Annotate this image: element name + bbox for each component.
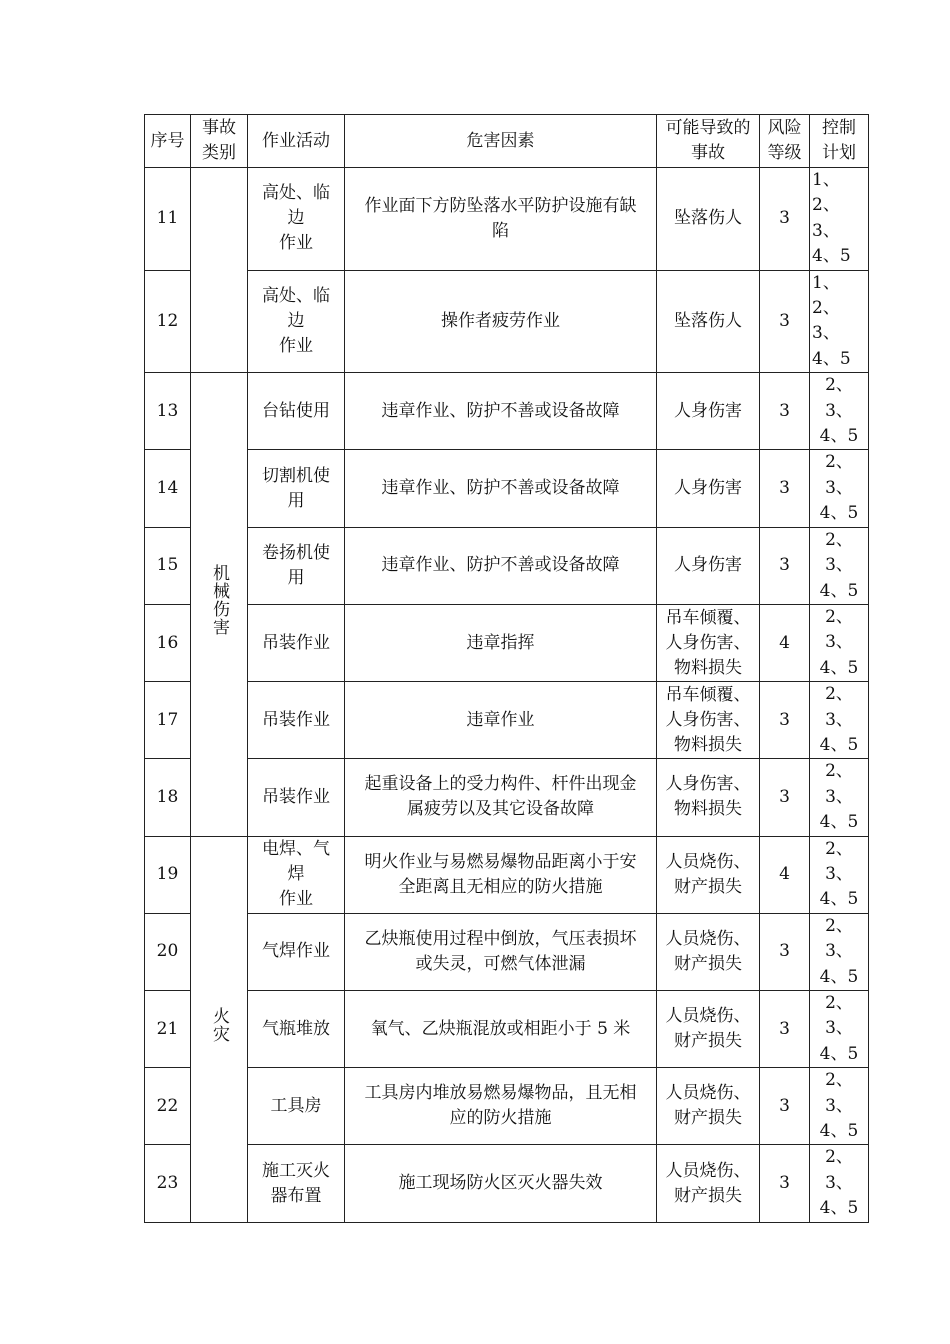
risk-cell: 3 <box>760 270 810 373</box>
accident-cell: 人员烧伤、 财产损失 <box>657 1145 760 1222</box>
risk-cell: 4 <box>760 604 810 681</box>
hazard-cell: 违章作业、防护不善或设备故障 <box>345 373 657 450</box>
table-row <box>145 527 869 604</box>
table-row <box>145 604 869 681</box>
seq-cell: 23 <box>145 1145 191 1222</box>
seq-cell: 18 <box>145 759 191 836</box>
header-category: 事故 类别 <box>191 115 248 168</box>
control-cell: 2、 3、 4、5 <box>810 1145 869 1222</box>
control-cell: 2、 3、 4、5 <box>810 836 869 913</box>
table-row <box>145 1068 869 1145</box>
hazard-cell: 作业面下方防坠落水平防护设施有缺 陷 <box>345 168 657 271</box>
accident-cell: 坠落伤人 <box>657 168 760 271</box>
header-hazard: 危害因素 <box>345 115 657 168</box>
control-cell: 2、 3、 4、5 <box>810 373 869 450</box>
accident-cell: 人员烧伤、 财产损失 <box>657 1068 760 1145</box>
control-cell: 2、 3、 4、5 <box>810 604 869 681</box>
header-row <box>145 115 869 168</box>
control-cell: 2、 3、 4、5 <box>810 913 869 990</box>
seq-cell: 12 <box>145 270 191 373</box>
table-row <box>145 682 869 759</box>
accident-cell: 人身伤害 <box>657 373 760 450</box>
risk-cell: 3 <box>760 991 810 1068</box>
risk-cell: 3 <box>760 373 810 450</box>
accident-cell: 吊车倾覆、 人身伤害、 物料损失 <box>657 604 760 681</box>
header-accident: 可能导致的 事故 <box>657 115 760 168</box>
table-row <box>145 836 869 913</box>
hazard-cell: 违章作业、防护不善或设备故障 <box>345 450 657 527</box>
risk-cell: 3 <box>760 168 810 271</box>
category-label-mechanical: 机械伤害 <box>209 564 229 637</box>
seq-cell: 13 <box>145 373 191 450</box>
header-seq: 序号 <box>145 115 191 168</box>
table-row <box>145 1145 869 1222</box>
risk-cell: 4 <box>760 836 810 913</box>
hazard-cell: 施工现场防火区灭火器失效 <box>345 1145 657 1222</box>
seq-cell: 17 <box>145 682 191 759</box>
accident-cell: 人身伤害 <box>657 527 760 604</box>
activity-cell: 气瓶堆放 <box>248 991 345 1068</box>
seq-cell: 21 <box>145 991 191 1068</box>
risk-cell: 3 <box>760 1068 810 1145</box>
accident-cell: 坠落伤人 <box>657 270 760 373</box>
activity-cell: 气焊作业 <box>248 913 345 990</box>
seq-cell: 20 <box>145 913 191 990</box>
table-row <box>145 168 869 271</box>
hazard-cell: 工具房内堆放易燃易爆物品，且无相 应的防火措施 <box>345 1068 657 1145</box>
accident-cell: 人身伤害 <box>657 450 760 527</box>
activity-cell: 工具房 <box>248 1068 345 1145</box>
header-activity: 作业活动 <box>248 115 345 168</box>
hazard-cell: 氧气、乙炔瓶混放或相距小于 5 米 <box>345 991 657 1068</box>
activity-cell: 切割机使 用 <box>248 450 345 527</box>
accident-cell: 吊车倾覆、 人身伤害、 物料损失 <box>657 682 760 759</box>
table-row <box>145 913 869 990</box>
seq-cell: 14 <box>145 450 191 527</box>
control-cell: 1、 2、 3、 4、5 <box>810 168 869 271</box>
hazard-cell: 乙炔瓶使用过程中倒放，气压表损坏 或失灵，可燃气体泄漏 <box>345 913 657 990</box>
activity-cell: 施工灭火 器布置 <box>248 1145 345 1222</box>
activity-cell: 卷扬机使 用 <box>248 527 345 604</box>
control-cell: 2、 3、 4、5 <box>810 1068 869 1145</box>
control-cell: 2、 3、 4、5 <box>810 682 869 759</box>
table-row <box>145 373 869 450</box>
accident-cell: 人员烧伤、 财产损失 <box>657 913 760 990</box>
activity-cell: 吊装作业 <box>248 682 345 759</box>
hazard-cell: 明火作业与易燃易爆物品距离小于安 全距离且无相应的防火措施 <box>345 836 657 913</box>
seq-cell: 15 <box>145 527 191 604</box>
header-risk: 风险 等级 <box>760 115 810 168</box>
seq-cell: 16 <box>145 604 191 681</box>
activity-cell: 高处、临 边 作业 <box>248 168 345 271</box>
control-cell: 2、 3、 4、5 <box>810 450 869 527</box>
risk-cell: 3 <box>760 1145 810 1222</box>
risk-cell: 3 <box>760 682 810 759</box>
category-cell-fire <box>191 836 248 1222</box>
activity-cell: 台钻使用 <box>248 373 345 450</box>
activity-cell: 吊装作业 <box>248 759 345 836</box>
hazard-cell: 违章作业、防护不善或设备故障 <box>345 527 657 604</box>
risk-cell: 3 <box>760 759 810 836</box>
table-row <box>145 270 869 373</box>
activity-cell: 吊装作业 <box>248 604 345 681</box>
category-cell-empty <box>191 168 248 373</box>
control-cell: 2、 3、 4、5 <box>810 759 869 836</box>
seq-cell: 22 <box>145 1068 191 1145</box>
hazard-cell: 起重设备上的受力构件、杆件出现金 属疲劳以及其它设备故障 <box>345 759 657 836</box>
activity-cell: 电焊、气 焊 作业 <box>248 836 345 913</box>
hazard-cell: 违章指挥 <box>345 604 657 681</box>
accident-cell: 人身伤害、 物料损失 <box>657 759 760 836</box>
risk-cell: 3 <box>760 527 810 604</box>
control-cell: 1、 2、 3、 4、5 <box>810 270 869 373</box>
risk-cell: 3 <box>760 913 810 990</box>
table-row <box>145 450 869 527</box>
risk-cell: 3 <box>760 450 810 527</box>
accident-cell: 人员烧伤、 财产损失 <box>657 991 760 1068</box>
table-row <box>145 991 869 1068</box>
category-label-fire: 火灾 <box>209 1007 229 1044</box>
activity-cell: 高处、临 边 作业 <box>248 270 345 373</box>
control-cell: 2、 3、 4、5 <box>810 527 869 604</box>
table-row <box>145 759 869 836</box>
header-control: 控制 计划 <box>810 115 869 168</box>
seq-cell: 19 <box>145 836 191 913</box>
control-cell: 2、 3、 4、5 <box>810 991 869 1068</box>
risk-assessment-table <box>144 114 869 1223</box>
accident-cell: 人员烧伤、 财产损失 <box>657 836 760 913</box>
seq-cell: 11 <box>145 168 191 271</box>
hazard-cell: 操作者疲劳作业 <box>345 270 657 373</box>
category-cell-mechanical <box>191 373 248 836</box>
hazard-cell: 违章作业 <box>345 682 657 759</box>
